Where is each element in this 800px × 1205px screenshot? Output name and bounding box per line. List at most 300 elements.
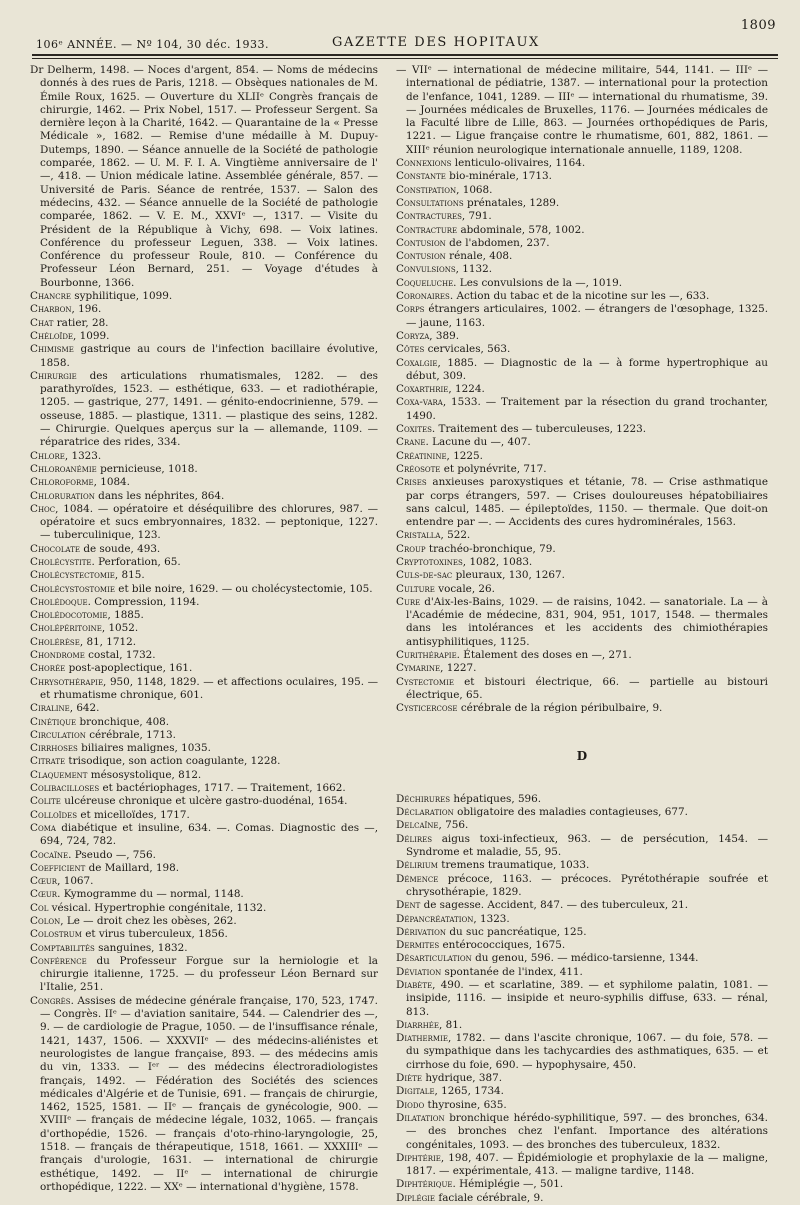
entry-term: Coronaires. [396,290,454,303]
entry-text: thyrosine, 635. [427,1098,507,1111]
index-entry [396,583,768,596]
index-entry [396,833,768,860]
entry-term: Colloïdes [30,808,78,821]
right-column [396,64,768,1204]
entry-text: cérébrale de la région péribulbaire, 9. [460,702,663,715]
index-entry [30,742,378,755]
entry-text: 950, 1148, 1829. — et affections oculaires, 195. — et rhumatisme chronique, 601. [40,675,378,701]
index-entry [396,1152,768,1179]
entry-text: Pseudo —, 756. [74,848,156,861]
entry-term: Crane. [396,436,429,449]
index-entry [30,676,378,703]
entry-term: Chat [30,316,54,329]
index-entry [396,939,768,952]
index-entry [30,583,378,596]
index-entry [396,463,768,476]
entry-term: Coefficient [30,861,86,874]
index-entry [396,543,768,556]
entry-term: Ciraline, [30,702,73,715]
entry-term: Diabète, [396,979,436,991]
entry-text: lenticulo-olivaires, 1164. [454,157,586,170]
entry-term: Choc, [30,502,59,515]
entry-term: Chocolate [30,542,80,555]
entry-text: trachéo-bronchique, 79. [428,542,556,555]
index-entry [30,955,378,995]
entry-text: Les convulsions de la —, 1019. [459,276,623,289]
index-entry [30,915,378,928]
entry-text: mésosystolique, 812. [90,768,202,781]
index-entry [396,436,768,449]
entry-term: Délirium [396,859,438,872]
entry-term: Circulation [30,728,86,741]
index-entry [30,928,378,941]
index-entry [396,596,768,649]
index-entry [396,170,768,183]
entry-text: et bile noire, 1629. — ou cholécystectomie, 105. [118,582,373,595]
entry-text: costal, 1732. [88,649,156,662]
entry-text: bronchique hérédo-syphilitique, 597. — des bronches, 634. — des bronches chez l'enfant. Importance des altérations congénitales, 1093. — des bronches des tuberculeux, 1832. [406,1111,768,1151]
entry-term: Chimisme [30,343,74,356]
index-entry [30,490,378,503]
entry-text: post-apoplectique, 161. [68,662,193,675]
entry-text: Compression, 1194. [94,595,200,608]
entry-text: 196. [78,303,102,316]
entry-term: Chondrome [30,649,85,662]
entry-text: et polynévrite, 717. [443,462,547,475]
entry-text: 1132. [462,263,493,276]
index-entry [396,476,768,529]
entry-text: anxieuses paroxystiques et tétanie, 78. — Crise asthmatique par corps étrangers, 597. — Crises douloureuses hépatobiliaires sans calcul, 1485. — épileptoïdes, 1150. — thermale. Que doit-on entendre par —. — Accidents des cures hydrominérales, 1563. [406,476,768,529]
index-entry [30,330,378,343]
index-entry [396,450,768,463]
entry-text: abdominale, 578, 1002. [460,223,585,236]
entry-text: de l'abdomen, 237. [449,236,550,249]
entry-term: Croup [396,542,426,555]
index-entry [30,822,378,849]
entry-text: pernicieuse, 1018. [100,462,198,475]
entry-term: Coqueluche. [396,276,457,289]
entry-term: Cholédoque. [30,595,91,608]
entry-text: hydrique, 387. [425,1072,503,1085]
index-entry [396,806,768,819]
index-entry [396,357,768,384]
entry-text: Kymogramme du — normal, 1148. [63,888,244,901]
entry-term: Culture [396,582,435,595]
index-entry [30,556,378,569]
entry-term: Chéloïde, [30,329,77,342]
entry-text: 756. [445,819,469,832]
entry-term: Dérivation [396,925,447,938]
index-entry [396,793,768,806]
entry-text: 1225. [453,449,483,462]
issue-info: 106ᵉ ANNÉE. — Nº 104, 30 déc. 1933. [36,38,269,51]
entry-term: Coryza, [396,329,433,342]
entry-term: Désarticulation [396,952,472,965]
index-entry [396,1192,768,1205]
entry-text: 1067. [63,875,94,888]
entry-term: Connexions [396,157,452,170]
entry-text: rénale, 408. [449,250,513,263]
header-rule [32,54,778,56]
index-entry [30,862,378,875]
index-entry [396,1178,768,1191]
entry-term: Colibacilloses [30,782,100,795]
index-entry [30,795,378,808]
entry-term: Chrysothérapie, [30,675,107,688]
entries-d [396,793,768,1205]
entry-term: Cure [396,595,421,608]
entry-text: spontanée de l'index, 411. [444,965,583,978]
index-entry [30,64,378,290]
entry-text: et bistouri électrique, 66. — partielle au bistouri électrique, 65. [406,675,768,701]
entry-text: — VIIᵉ — international de médecine militaire, 544, 1141. — IIIᵉ — international de pédiatrie, 1387. — international pour la protection de l'enfance, 1041, 1289. — IIIᵉ — international du rhumatisme, 39. — Journées médicales de Bruxelles, 1176. — Journées médicales de la Faculté libre de Lille, 863. — Journées orthopédiques de Paris, 1221. — Ligue française contre le rhumatisme, 601, 882, 1861. — XIIIᵉ réunion neurologique internationale annuelle, 1189, 1208. [396,64,768,156]
entry-text: et virus tuberculeux, 1856. [85,928,228,941]
index-entry [396,330,768,343]
entry-term: Contractures, [396,210,466,223]
entries-c [396,64,768,716]
index-entry [396,157,768,170]
entry-term: Cocaïne. [30,848,72,861]
entry-term: Contusion [396,250,446,263]
entry-text: 1885. — Diagnostic de la — à forme hypertrophique au début, 309. [406,356,768,382]
index-entry [30,450,378,463]
index-entry [30,622,378,635]
index-entry [396,250,768,263]
entry-text: 81. [445,1018,463,1031]
entry-term: Diphtérique. [396,1178,456,1191]
entry-term: Comptabilités [30,941,95,954]
index-entry [30,317,378,330]
entry-text: Traitement des — tuberculeuses, 1223. [438,423,647,436]
index-entry [30,716,378,729]
entry-term: Conférence [30,954,87,967]
index-entry [30,875,378,888]
entry-text: entérococciques, 1675. [442,939,566,952]
index-entry [396,237,768,250]
entry-text: 198, 407. — Épidémiologie et prophylaxie de la — maligne, 1817. — expérimentale, 413. — maligne tardive, 1148. [406,1151,768,1178]
entry-term: Coxites. [396,423,436,436]
index-entry [396,899,768,912]
entry-text: cérébrale, 1713. [89,728,176,741]
entry-text: aigus toxi-infectieux, 963. — de persécution, 1454. — Syndrome et maladie, 55, 95. [406,832,768,859]
index-entry [396,383,768,396]
entry-term: Cryptotoxines, [396,555,467,568]
entry-text: ratier, 28. [56,316,109,329]
entry-term: Citrate [30,755,66,768]
entry-text: vocale, 26. [438,582,495,595]
index-entry [30,649,378,662]
entry-text: 522. [447,529,471,542]
index-entry [396,819,768,832]
entry-term: Colon, [30,915,64,927]
entry-term: Côtes [396,343,425,356]
entry-text: 1323. [479,912,510,925]
index-entry [30,769,378,782]
index-entry [396,290,768,303]
index-entry [30,303,378,316]
entry-term: Déclaration [396,806,454,819]
entry-text: 490. — et scarlatine, 389. — et syphilome palatin, 1081. — insipide, 1116. — insipide et neuro-syphilis diffuse, 633. — rénal, 813. [406,979,768,1018]
entry-term: Déchirures [396,792,451,805]
index-entry [396,1032,768,1072]
index-entry [30,463,378,476]
entry-term: Cristalla, [396,529,444,542]
entry-text: d'Aix-les-Bains, 1029. — de raisins, 1042. — sanatoriale. La — à l'Académie de médecine, 831, 904, 951, 1017, 1548. — thermales dans les intolérances et les accidents des chimiothérapies antisyphilitiques, 1125. [406,595,768,648]
index-entry [396,224,768,237]
entry-term: Crises [396,476,427,489]
entry-term: Dépancréatation, [396,912,477,925]
entry-text: 1082, 1083. [469,555,533,568]
index-entry [396,702,768,715]
entry-term: Diarrhée, [396,1018,443,1031]
entry-text: Lacune du —, 407. [432,436,531,449]
index-entry [396,184,768,197]
entry-term: Cymarine, [396,662,444,675]
entry-term: Démence [396,872,439,885]
entry-term: Delcaïne, [396,819,442,832]
index-entry [30,609,378,622]
index-entry [396,913,768,926]
entry-text: syphilitique, 1099. [74,290,173,303]
index-entry [396,303,768,330]
entry-term: Chlore, [30,449,69,462]
entry-text: Étalement des doses en —, 271. [463,649,632,662]
entry-text: de soude, 493. [83,542,161,555]
entry-text: obligatoire des maladies contagieuses, 677. [457,806,688,819]
entry-text: et micelloïdes, 1717. [80,808,190,821]
entry-text: Hémiplégie —, 501. [459,1178,564,1191]
entry-term: Dent [396,899,421,912]
entry-text: diabétique et insuline, 634. —. Comas. Diagnostic des —, 694, 724, 782. [40,821,378,848]
entry-text: et bactériophages, 1717. — Traitement, 1662. [102,782,346,795]
index-entry [30,942,378,955]
index-entry [30,543,378,556]
entry-term: Constipation, [396,183,460,196]
entry-term: Cysticercose [396,702,458,715]
entry-text: de Maillard, 198. [88,861,180,874]
index-entry [396,979,768,1019]
index-entry [30,782,378,795]
index-entry [396,926,768,939]
entry-term: Coxa-vara, [396,396,447,409]
index-entry [30,370,378,450]
entry-text: trisodique, son action coagulante, 1228. [68,755,281,768]
entry-text: 389. [435,329,460,342]
entry-text: 1323. [71,449,102,462]
entry-term: Colostrum [30,928,82,941]
entry-text: 1782. — dans l'ascite chronique, 1067. — du foie, 578. — du sympathique dans les tachycardies des asthmatiques, 635. — et cirrhose du foie, 690. — hypophysaire, 450. [406,1032,768,1071]
entry-term: Cholécystectomie, [30,569,119,582]
entry-term: Curithérapie. [396,649,460,662]
section-letter: D [576,748,588,763]
entry-term: Cirrhoses [30,742,78,755]
index-entry [396,1099,768,1112]
index-entry [30,849,378,862]
entry-term: Chloroanémie [30,462,97,475]
index-entry [396,277,768,290]
entry-text: 1084. — opératoire et déséquilibre des chlorures, 987. — opératoire et sucs embryonnaires, 1832. — peptonique, 1227. — tuberculinique, 123. [40,502,379,542]
index-entry [396,952,768,965]
index-entry [396,423,768,436]
entry-term: Coxalgie, [396,356,441,369]
entry-term: Cholécystite. [30,555,95,568]
entry-text: Action du tabac et de la nicotine sur les —, 633. [456,290,710,303]
index-entry [30,902,378,915]
index-entry [396,64,768,157]
entry-term: Colite [30,795,61,808]
entry-text: 1224. [455,383,485,396]
index-entry [30,476,378,489]
index-entry [30,662,378,675]
entry-text: Perforation, 65. [98,555,181,568]
entry-text: 1099. [79,329,110,342]
entry-term: Charbon, [30,303,75,316]
entry-text: 1885. [114,609,144,622]
entry-term: Cœur. [30,888,61,901]
entry-term: Cystectomie [396,675,454,688]
entry-term: Diphtérie, [396,1151,445,1164]
entry-term: Créatinine, [396,449,450,462]
entry-text: pleuraux, 130, 1267. [455,569,565,582]
index-entry [30,755,378,768]
entry-text: 1068. [462,183,493,196]
index-entry [30,290,378,303]
entry-text: étrangers articulaires, 1002. — étrangers de l'œsophage, 1325. — jaune, 1163. [406,303,768,329]
entry-term: Coma [30,821,56,834]
entry-term: Cinétique [30,715,77,728]
journal-title: GAZETTE DES HOPITAUX [332,35,540,50]
index-entry [396,859,768,872]
index-entry [30,702,378,715]
entry-term: Chancre [30,290,71,303]
entry-text: sanguines, 1832. [98,941,188,954]
entry-term: Diète [396,1072,422,1085]
entry-text: prénatales, 1289. [466,196,560,209]
entry-term: Chirurgie [30,369,77,382]
entry-term: Convulsions, [396,263,459,276]
entry-text: précoce, 1163. — précoces. Pyrétothérapie soufrée et chrysothérapie, 1829. [406,872,768,898]
entry-term: Cœur, [30,875,61,888]
index-entry [396,676,768,703]
entry-text: 642. [76,702,100,715]
entry-text: hépatiques, 596. [453,792,542,805]
index-entry [396,966,768,979]
entry-text: Assises de médecine générale française, 170, 523, 1747. — Congrès. IIᵉ — d'aviation sanitaire, 544. — Calendrier des —, 9. — de cardiologie de Prague, 1050. — de l'insuffisance rénale, 1421, 1437, 1506. — XXXVIIᵉ — des médecins-aliénistes et neurologistes de langue française, 893. — des médecins amis du vin, 1333. — Iᵉʳ — des médecins électroradiologistes français, 1492. — Fédération des Sociétés des sciences médicales d'Algérie et de Tunisie, 691. — français de chirurgie, 1462, 1525, 1581. — IIᵉ — français de gynécologie, 900. — XVIIIᵉ — français de médecine légale, 1032, 1065. — français d'orthopédie, 1526. — français d'oto-rhino-laryngologie, 25, 1518. — français de thérapeutique, 1518, 1661. — XXXIIIᵉ — français d'urologie, 1631. — international de chirurgie esthétique, 1492. — IIᵉ — international de chirurgie orthopédique, 1222. — XXᵉ — international d'hygiène, 1578. [40,994,378,1193]
index-entry [396,263,768,276]
entry-term: Coxarthrie, [396,383,452,396]
page-header [32,18,778,52]
index-entry [30,809,378,822]
entry-text: dans les néphrites, 864. [98,489,225,502]
page-number: 1809 [740,18,776,33]
entry-term: Contracture [396,223,458,236]
entry-term: Constante [396,170,446,183]
index-entry [30,503,378,543]
entry-term: Créosote [396,462,441,475]
index-entry [30,729,378,742]
entry-term: Diodo [396,1098,425,1111]
entry-text: 1265, 1734. [441,1085,504,1098]
entry-term: Dermites [396,939,440,952]
index-entry [396,1019,768,1032]
entry-term: Col [30,901,49,914]
index-entry [396,343,768,356]
entry-term: Consultations [396,196,464,209]
index-entry [396,556,768,569]
entry-text: 1227. [446,662,477,675]
entry-text: du Professeur Forgue sur la herniologie et la chirurgie italienne, 1725. — du professeur Léon Bernard sur l'Italie, 251. [40,954,378,994]
entry-term: Délires [396,832,433,845]
index-entry [396,873,768,900]
entry-text: cervicales, 563. [427,343,511,356]
entry-text: Le — droit chez les obèses, 262. [66,915,237,927]
entry-text: 1052. [108,622,139,635]
index-entry [30,596,378,609]
entry-text: faciale cérébrale, 9. [438,1191,544,1204]
entry-term: Digitale, [396,1085,438,1098]
entry-text: bio-minérale, 1713. [449,170,552,183]
index-entry [30,569,378,582]
entry-term: Chloroforme, [30,476,97,489]
entry-text: de sagesse. Accident, 847. — des tuberculeux, 21. [423,899,689,912]
entry-text: biliaires malignes, 1035. [81,742,211,755]
entry-term: Cholépéritoine, [30,622,106,635]
entry-term: Cholécystostomie [30,582,115,595]
entry-term: Diathermie, [396,1032,452,1045]
entry-text: 791. [468,210,492,223]
index-entry [396,1085,768,1098]
index-entry [30,343,378,370]
index-entry [396,197,768,210]
entry-text: bronchique, 408. [79,715,170,728]
entry-text: 1084. [100,476,130,489]
entry-text: Dr Delherm, 1498. — Noces d'argent, 854. — Noms de médecins donnés à des rues de Paris, 1218. — Obsèques nationales de M. Émile Roux, 1625. — Ouverture du XLIIᵉ Congrès français de chirurgie, 1462. — Prix Nobel, 1517. — Professeur Sergent. Sa dernière leçon à la Charité, 1642. — Quarantaine de la « Presse Médicale », 1682. — Remise d'une médaille à M. Dupuy-Dutemps, 1890. — Séance annuelle de la Société de pathologie comparée, 1862. — U. M. F. I. A. Vingtième anniversaire de l' —, 418. — Union médicale latine. Assemblée générale, 857. — Université de Paris. Séance de rentrée, 1537. — Salon des médecins, 432. — Séance annuelle de la Société de pathologie comparée, 1862. — V. E. M., XXVIᵉ —, 1317. — Visite du Président de la République à Vichy, 698. — Voix latines. Conférence du professeur Leguen, 338. — Voix latines. Conférence du professeur Roule, 810. — Conférence du Professeur Léon Bernard, 251. — Voyage d'études à Bourbonne, 1366. [30,64,378,289]
index-entry [396,396,768,423]
index-entry [396,662,768,675]
entry-text: du genou, 596. — médico-tarsienne, 1344. [475,952,699,965]
index-entry [396,1072,768,1085]
entry-text: du suc pancréatique, 125. [449,925,587,938]
header-rule-thin [32,58,778,59]
entry-text: ulcéreuse chronique et ulcère gastro-duodénal, 1654. [64,795,348,808]
index-entry [396,569,768,582]
entry-term: Diplégie [396,1191,436,1204]
entry-text: 1533. — Traitement par la résection du grand trochanter, 1490. [406,396,768,422]
left-column [30,64,379,1193]
index-entry [396,1112,768,1152]
entry-term: Contusion [396,236,446,249]
index-entry [396,210,768,223]
index-entry [396,529,768,542]
entry-text: vésical. Hypertrophie congénitale, 1132. [51,901,267,914]
entry-term: Chorée [30,662,66,675]
entry-term: Claquement [30,768,88,781]
entry-text: des articulations rhumatismales, 1282. — des parathyroïdes, 1523. — esthétique, 633. — et radiothérapie, 1205. — gastrique, 277, 1491. — génito-endocrinienne, 579. — osseuse, 1885. — plastique, 1311. — plastique des seins, 1282. — Chirurgie. Quelques aperçus sur la — allemande, 1109. — réparatrice des rides, 334. [40,369,378,449]
index-entry [30,995,378,1194]
entry-term: Corps [396,303,425,316]
entry-text: tremens traumatique, 1033. [441,859,590,872]
entry-term: Dilatation [396,1111,445,1124]
entry-term: Chloruration [30,489,95,502]
entry-term: Culs-de-sac [396,569,453,582]
entry-term: Congrès. [30,994,74,1007]
entry-term: Déviation [396,965,442,978]
index-entry [396,649,768,662]
index-entry [30,888,378,901]
entry-term: Cholédocotomie, [30,609,111,622]
entry-term: Cholérèse, [30,635,84,648]
entry-text: 815. [121,569,145,582]
